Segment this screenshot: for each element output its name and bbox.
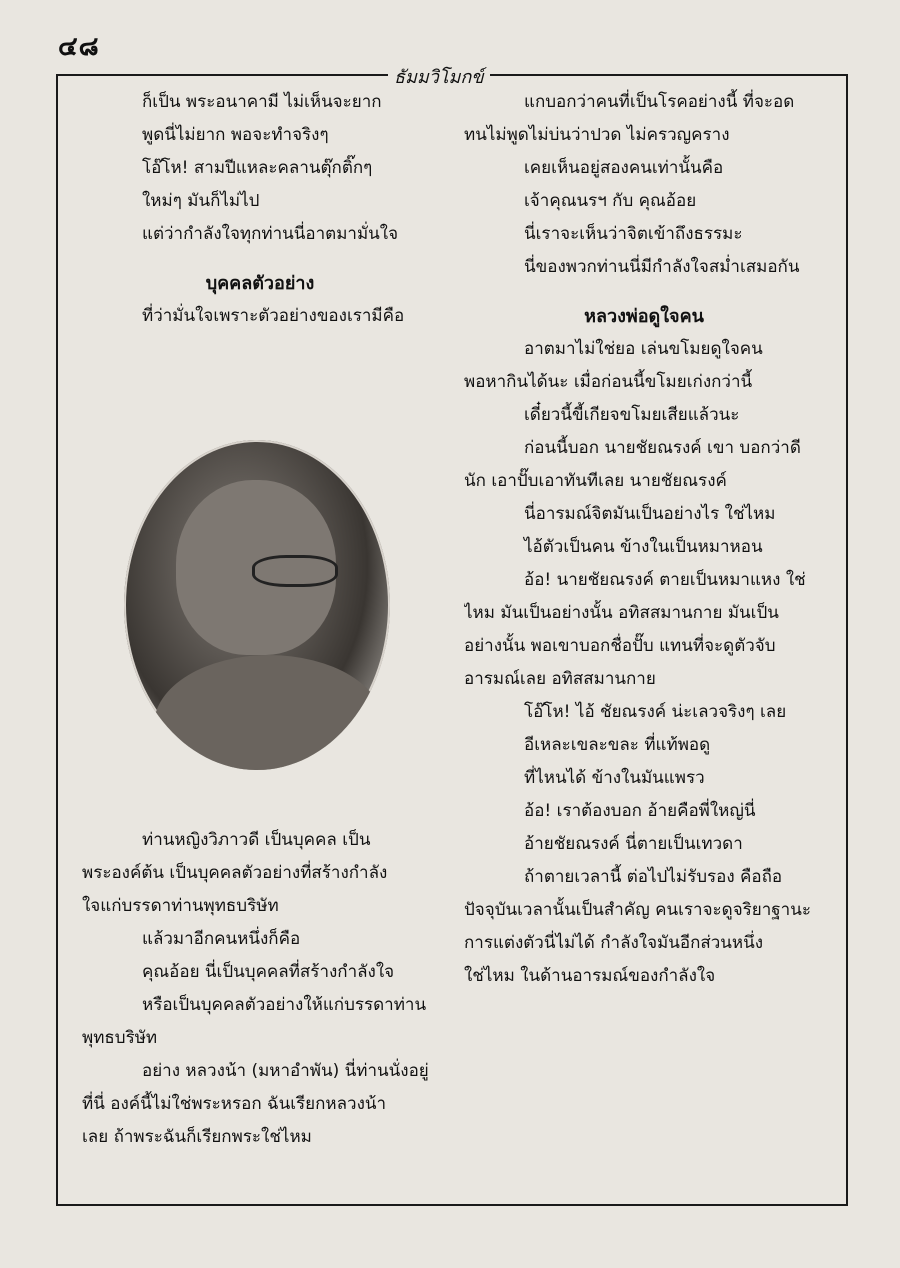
paragraph-line: อย่างนั้น พอเขาบอกชื่อปั๊บ แทนที่จะดูตัวจับ bbox=[464, 636, 776, 656]
paragraph-line: ใช่ไหม ในด้านอารมณ์ของกำลังใจ bbox=[464, 966, 716, 986]
running-header: ธัมมวิโมกข์ bbox=[388, 62, 490, 91]
paragraph-line: ก่อนนี้บอก นายชัยณรงค์ เขา บอกว่าดี bbox=[524, 438, 801, 458]
paragraph-line: นี่อารมณ์จิตมันเป็นอย่างไร ใช่ไหม bbox=[524, 504, 776, 524]
paragraph-line: คุณอ้อย นี่เป็นบุคคลที่สร้างกำลังใจ bbox=[142, 962, 395, 982]
glasses-shape bbox=[252, 555, 338, 587]
section-heading: บุคคลตัวอย่าง bbox=[205, 273, 315, 294]
paragraph-line: เจ้าคุณนรฯ กับ คุณอ้อย bbox=[524, 191, 697, 211]
paragraph-line: นี่เราจะเห็นว่าจิตเข้าถึงธรรมะ bbox=[524, 224, 743, 244]
paragraph-line: อย่าง หลวงน้า (มหาอำพัน) นี่ท่านนั่งอยู่ bbox=[142, 1061, 429, 1081]
paragraph-line: พระองค์ต้น เป็นบุคคลตัวอย่างที่สร้างกำลัง bbox=[82, 863, 388, 883]
paragraph-line: พอหากินได้นะ เมื่อก่อนนี้ขโมยเก่งกว่านี้ bbox=[464, 372, 753, 392]
paragraph-line: ท่านหญิงวิภาวดี เป็นบุคคล เป็น bbox=[142, 830, 371, 850]
robe-shape bbox=[154, 655, 384, 770]
paragraph-line: อาตมาไม่ใช่ยอ เล่นขโมยดูใจคน bbox=[524, 339, 763, 359]
paragraph-line: ไอ้ตัวเป็นคน ข้างในเป็นหมาหอน bbox=[524, 537, 763, 557]
paragraph-line: พุทธบริษัท bbox=[82, 1028, 158, 1048]
paragraph-line: เลย ถ้าพระฉันก็เรียกพระใช่ไหม bbox=[82, 1127, 312, 1147]
paragraph-line: ถ้าตายเวลานี้ ต่อไปไม่รับรอง คือถือ bbox=[524, 867, 783, 887]
paragraph-line: ที่ไหนได้ ข้างในมันแพรว bbox=[524, 768, 705, 788]
paragraph-line: อ้อ! เราต้องบอก อ้ายคือพี่ใหญ่นี่ bbox=[524, 801, 756, 821]
paragraph-line: ใหม่ๆ มันก็ไม่ไป bbox=[142, 191, 260, 211]
paragraph-line: ก็เป็น พระอนาคามี ไม่เห็นจะยาก bbox=[142, 92, 382, 112]
left-column-top bbox=[82, 86, 438, 333]
paragraph-line: เคยเห็นอยู่สองคนเท่านั้นคือ bbox=[524, 158, 724, 178]
paragraph-line: การแต่งตัวนี่ไม่ได้ กำลังใจมันอีกส่วนหนึ่ง bbox=[464, 933, 764, 953]
section-heading: หลวงพ่อดูใจคน bbox=[584, 306, 704, 327]
monk-portrait-photo bbox=[124, 440, 390, 770]
paragraph-line: ทนไม่พูดไม่บ่นว่าปวด ไม่ครวญคราง bbox=[464, 125, 730, 145]
paragraph-line: พูดนี่ไม่ยาก พอจะทำจริงๆ bbox=[142, 125, 329, 145]
paragraph-line: เดี๋ยวนี้ขี้เกียจขโมยเสียแล้วนะ bbox=[524, 405, 740, 425]
paragraph-line: หรือเป็นบุคคลตัวอย่างให้แก่บรรดาท่าน bbox=[142, 995, 427, 1015]
page-number: ๔๘ bbox=[58, 32, 100, 62]
paragraph-line: นี่ของพวกท่านนี่มีกำลังใจสม่ำเสมอกัน bbox=[524, 257, 800, 277]
paragraph-line: อ้อ! นายชัยณรงค์ ตายเป็นหมาแหง ใช่ bbox=[524, 570, 806, 590]
paragraph-line: แกบอกว่าคนที่เป็นโรคอย่างนี้ ที่จะอด bbox=[524, 92, 795, 112]
paragraph-line: อ้ายชัยณรงค์ นี่ตายเป็นเทวดา bbox=[524, 834, 743, 854]
paragraph-line: ปัจจุบันเวลานั้นเป็นสำคัญ คนเราจะดูจริยาฐานะ bbox=[464, 900, 811, 920]
paragraph-line: นัก เอาปั๊บเอาทันทีเลย นายชัยณรงค์ bbox=[464, 471, 727, 491]
left-column-bottom bbox=[82, 824, 438, 1154]
paragraph-line: โอ๊โห! สามปีแหละคลานตุ๊กติ๊กๆ bbox=[142, 158, 373, 178]
paragraph-line: แล้วมาอีกคนหนึ่งก็คือ bbox=[142, 929, 301, 949]
paragraph-line: ที่นี่ องค์นี้ไม่ใช่พระหรอก ฉันเรียกหลวงน้า bbox=[82, 1094, 387, 1114]
paragraph-line: ที่ว่ามั่นใจเพราะตัวอย่างของเรามีคือ bbox=[142, 306, 405, 326]
paragraph-line: อารมณ์เลย อทิสสมานกาย bbox=[464, 669, 656, 689]
paragraph-line: ไหม มันเป็นอย่างนั้น อทิสสมานกาย มันเป็น bbox=[464, 603, 779, 623]
paragraph-line: ใจแก่บรรดาท่านพุทธบริษัท bbox=[82, 896, 279, 916]
right-column bbox=[464, 86, 824, 993]
paragraph-line: แต่ว่ากำลังใจทุกท่านนี่อาตมามั่นใจ bbox=[142, 224, 399, 244]
paragraph-line: โอ๊โห! ไอ้ ชัยณรงค์ น่ะเลวจริงๆ เลย bbox=[524, 702, 787, 722]
paragraph-line: อีเหละเขละขละ ที่แท้พอดู bbox=[524, 735, 711, 755]
